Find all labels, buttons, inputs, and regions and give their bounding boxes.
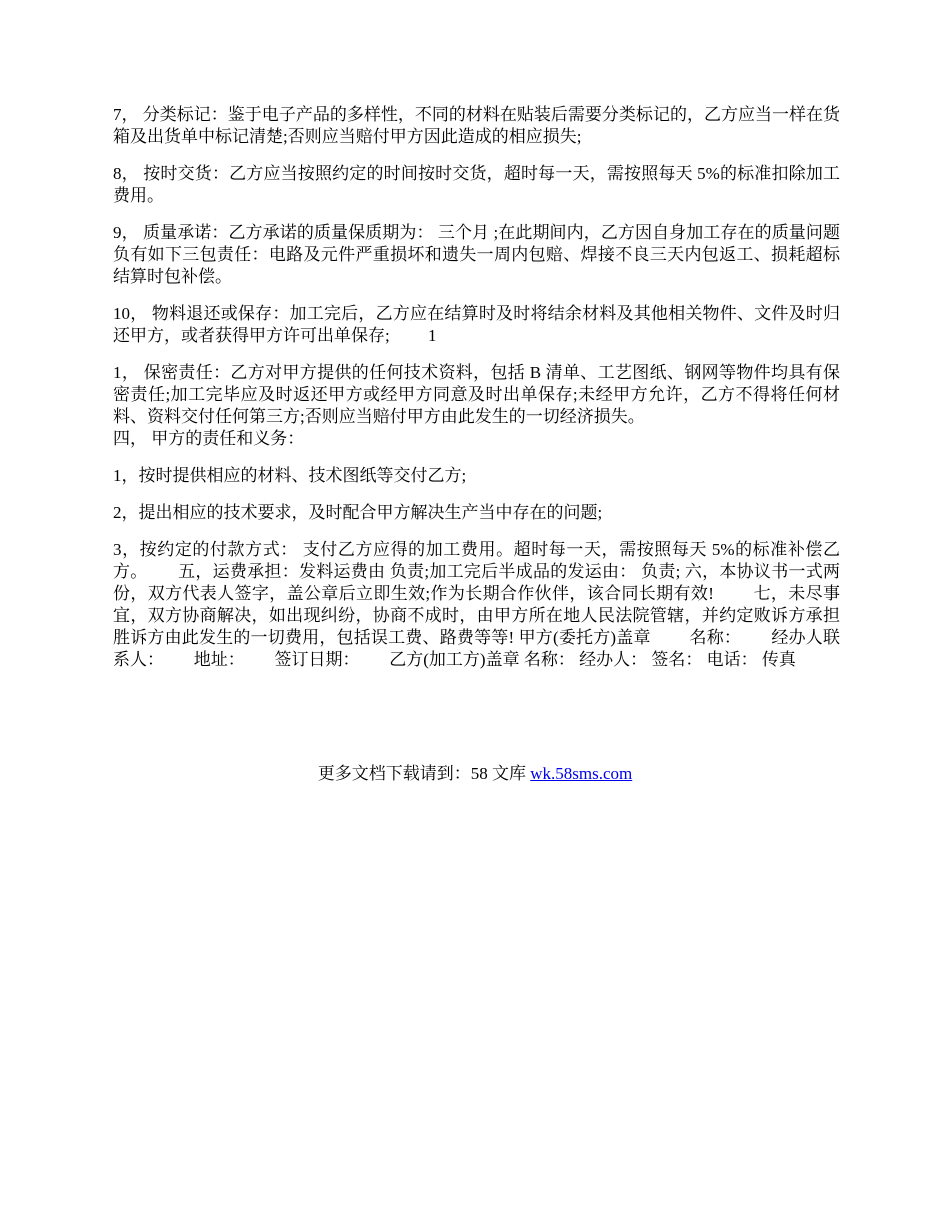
- footer-text: 更多文档下载请到：58 文库: [317, 764, 531, 783]
- clause-confidentiality: 1， 保密责任：乙方对甲方提供的任何技术资料，包括 B 清单、工艺图纸、钢网等物件均具有保密责任;加工完毕应及时返还甲方或经甲方同意及时出单保存;未经甲方允许，乙方不得将任何材料、资料交付任何第三方;否则应当赔付甲方由此发生的一切经济损失。: [113, 363, 840, 426]
- download-footer: [0, 763, 950, 785]
- document-body: [113, 104, 840, 686]
- clause-9: 9， 质量承诺：乙方承诺的质量保质期为： 三个月 ;在此期间内，乙方因自身加工存在的质量问题负有如下三包责任：电路及元件严重损坏和遗失一周内包赔、焊接不良三天内包返工、损耗超标结算时包补偿。: [113, 223, 840, 286]
- clause-7: 7， 分类标记：鉴于电子产品的多样性，不同的材料在贴装后需要分类标记的，乙方应当一样在货箱及出货单中标记清楚;否则应当赔付甲方因此造成的相应损失;: [113, 105, 840, 146]
- section-four-heading: 四， 甲方的责任和义务：: [113, 429, 305, 448]
- clause-8: 8， 按时交货：乙方应当按照约定的时间按时交货，超时每一天，需按照每天 5%的标准扣除加工费用。: [113, 164, 840, 205]
- duty-3: 3，按约定的付款方式： 支付乙方应得的加工费用。超时每一天，需按照每天 5%的标准补偿乙方。 五，运费承担：发料运费由 负责;加工完后半成品的发运由： 负责; 六，本协议书一式两份，双方代表人签字，盖公章后立即生效;作为长期合作伙伴，该合同长期有效! 七，未尽事宜，双方协商解决，如出现纠纷，协商不成时，由甲方所在地人民法院管辖，并约定败诉方承担胜诉方由此发生的一切费用，包括误工费、路费等等! 甲方(委托方)盖章 名称： 经办人联系人： 地址： 签订日期： 乙方(加工方)盖章 名称： 经办人： 签名： 电话： 传真: [113, 540, 840, 669]
- duty-2: 2，提出相应的技术要求，及时配合甲方解决生产当中存在的问题;: [113, 503, 603, 522]
- duty-1: 1，按时提供相应的材料、技术图纸等交付乙方;: [113, 466, 467, 485]
- clause-10: 10， 物料退还或保存：加工完后，乙方应在结算时及时将结余材料及其他相关物件、文件及时归还甲方，或者获得甲方许可出单保存; 1: [113, 304, 840, 345]
- footer-link[interactable]: wk.58sms.com: [530, 764, 633, 783]
